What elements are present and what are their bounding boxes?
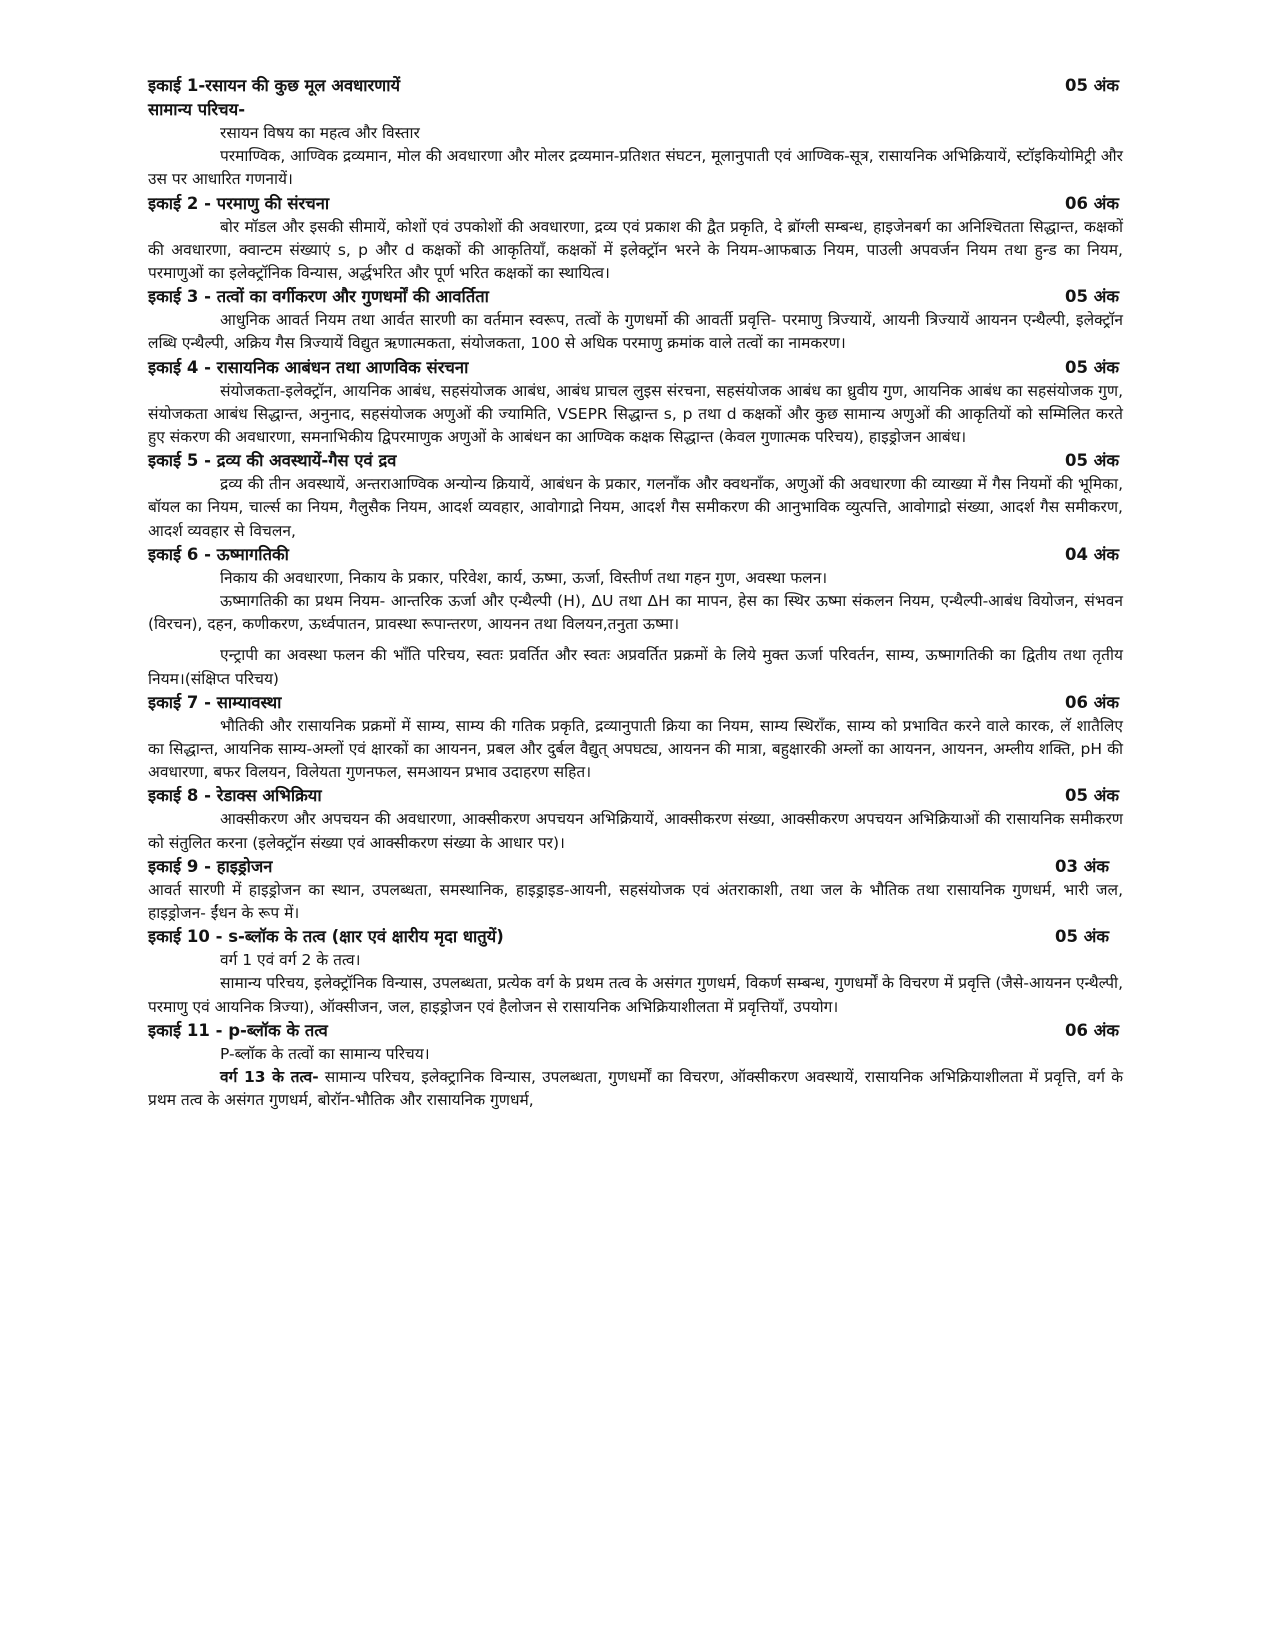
- unit-paragraph: [148, 1066, 1123, 1112]
- unit-title: इकाई 1-रसायन की कुछ मूल अवधारणायें: [148, 76, 401, 95]
- syllabus-page: [148, 74, 1123, 1113]
- unit-heading: [148, 356, 1123, 380]
- unit-paragraph: बोर मॉडल और इसकी सीमायें, कोशों एवं उपकोशों की अवधारणा, द्रव्य एवं प्रकाश की द्वैत प्रकृति, दे ब्रॉग्ली सम्बन्ध, हाइजेनबर्ग का अनिश्चितता सिद्धान्त, कक्षकों की अवधारणा, क्वान्टम संख्याएं s, p और d कक्षकों की आकृतियाँ, कक्षकों में इलेक्ट्रॉन भरने के नियम-आफबाऊ नियम, पाउली अपवर्जन नियम तथा हुन्ड का नियम, परमाणुओं का इलेक्ट्रॉनिक विन्यास, अर्द्धभरित और पूर्ण भरित कक्षकों का स्थायित्व।: [148, 217, 1123, 283]
- unit-subheading: सामान्य परिचय-: [148, 100, 246, 119]
- unit-heading: [148, 449, 1123, 473]
- unit-paragraph: संयोजकता-इलेक्ट्रॉन, आयनिक आबंध, सहसंयोजक आबंध, आबंध प्राचल लुइस संरचना, सहसंयोजक आबंध का ध्रुवीय गुण, आयनिक आबंध का सहसंयोजक गुण, संयोजकता आबंध सिद्धान्त, अनुनाद, सहसंयोजक अणुओं की ज्यामिति, VSEPR सिद्धान्त s, p तथा d कक्षकों और कुछ सामान्य अणुओं की आकृतियों को सम्मिलित करते हुए संकरण की अवधारणा, समनाभिकीय द्विपरमाणुक अणुओं के आबंधन का आण्विक कक्षक सिद्धान्त (केवल गुणात्मक परिचय), हाइड्रोजन आबंध।: [148, 381, 1123, 447]
- unit-2: [148, 192, 1123, 286]
- unit-8: [148, 784, 1123, 854]
- unit-heading: [148, 855, 1123, 879]
- unit-marks: 05 अंक: [1065, 786, 1119, 806]
- unit-title: इकाई 6 - ऊष्मागतिकी: [148, 544, 289, 564]
- unit-marks: 03 अंक: [1055, 856, 1109, 876]
- unit-9: [148, 855, 1123, 925]
- unit-1: [148, 74, 1123, 192]
- unit-paragraph: एन्ट्रापी का अवस्था फलन की भाँति परिचय, स्वतः प्रवर्तित और स्वतः अप्रवर्तित प्रक्रमों के लिये मुक्त ऊर्जा परिवर्तन, साम्य, ऊष्मागतिकी का द्वितीय तथा तृतीय नियम।(संक्षिप्त परिचय): [148, 646, 1123, 688]
- unit-paragraph: आधुनिक आवर्त नियम तथा आर्वत सारणी का वर्तमान स्वरूप, तत्वों के गुणधर्मो की आवर्ती प्रवृत्ति- परमाणु त्रिज्यायें, आयनी त्रिज्यायें आयनन एन्थैल्पी, इलेक्ट्रॉन लब्धि एन्थैल्पी, अक्रिय गैस त्रिज्यायें विद्युत ऋणात्मकता, संयोजकता, 100 से अधिक परमाणु क्रमांक वाले तत्वों का नामकरण।: [148, 311, 1123, 353]
- unit-title: इकाई 8 - रेडाक्स अभिक्रिया: [148, 786, 322, 806]
- unit-title: इकाई 7 - साम्यावस्था: [148, 692, 282, 712]
- unit-marks: 05 अंक: [1065, 76, 1119, 95]
- paragraph-text: सामान्य परिचय, इलेक्ट्रानिक विन्यास, उपलब्धता, गुणधर्मों का विचरण, ऑक्सीकरण अवस्थायें, रासायनिक अभिक्रियाशीलता में प्रवृत्ति, वर्ग के प्रथम तत्व के असंगत गुणधर्म, बोरॉन-भौतिक और रासायनिक गुणधर्म,: [148, 1068, 1123, 1110]
- unit-marks: 05 अंक: [1065, 287, 1119, 307]
- unit-paragraph: वर्ग 1 एवं वर्ग 2 के तत्व।: [220, 951, 361, 970]
- unit-paragraph: भौतिकी और रासायनिक प्रक्रमों में साम्य, साम्य की गतिक प्रकृति, द्रव्यानुपाती क्रिया का नियम, साम्य स्थिराँक, साम्य को प्रभावित करने वाले कारक, लॅ शातैलिए का सिद्धान्त, आयनिक साम्य-अम्लों एवं क्षारकों का आयनन, प्रबल और दुर्बल वैद्युत् अपघट्य, आयनन की मात्रा, बहुक्षारकी अम्लों का आयनन, आयनन, अम्लीय शक्ति, pH की अवधारणा, बफर विलयन, विलेयता गुणनफल, समआयन प्रभाव उदाहरण सहित।: [148, 716, 1123, 782]
- unit-7: [148, 691, 1123, 785]
- unit-11: [148, 1019, 1123, 1113]
- unit-heading: [148, 784, 1123, 808]
- unit-10: [148, 925, 1123, 1019]
- unit-heading: [148, 925, 1123, 949]
- unit-title: इकाई 11 - p-ब्लॉक के तत्व: [148, 1020, 328, 1040]
- unit-marks: 05 अंक: [1055, 927, 1109, 947]
- paragraph-lead: वर्ग 13 के तत्व-: [220, 1068, 319, 1087]
- unit-marks: 05 अंक: [1065, 451, 1119, 471]
- unit-heading: [148, 691, 1123, 715]
- unit-title: इकाई 10 - s-ब्लॉक के तत्व (क्षार एवं क्षारीय मृदा धातुयें): [148, 927, 504, 947]
- unit-title: इकाई 3 - तत्वों का वर्गीकरण और गुणधर्मों की आवर्तिता: [148, 287, 489, 307]
- unit-marks: 04 अंक: [1065, 544, 1119, 564]
- unit-title: इकाई 2 - परमाणु की संरचना: [148, 193, 330, 213]
- unit-heading: [148, 192, 1123, 216]
- unit-heading: [148, 1019, 1123, 1043]
- unit-6: [148, 543, 1123, 691]
- unit-paragraph: द्रव्य की तीन अवस्थायें, अन्तराआण्विक अन्योन्य क्रियायें, आबंधन के प्रकार, गलनाँक और क्वथनाँक, अणुओं की अवधारणा की व्याख्या में गैस नियमों की भूमिका, बॉयल का नियम, चार्ल्स का नियम, गैलुसैक नियम, आदर्श व्यवहार, आवोगाद्रो नियम, आदर्श गैस समीकरण की आनुभाविक व्युत्पत्ति, आवोगाद्रो संख्या, आदर्श गैस समीकरण, आदर्श व्यवहार से विचलन,: [148, 475, 1123, 540]
- unit-marks: 06 अंक: [1065, 193, 1119, 213]
- unit-title: इकाई 5 - द्रव्य की अवस्थायें-गैस एवं द्रव: [148, 451, 397, 471]
- unit-heading: [148, 74, 1123, 98]
- unit-paragraph: P-ब्लॉक के तत्वों का सामान्य परिचय।: [220, 1044, 430, 1063]
- unit-3: [148, 285, 1123, 355]
- unit-paragraph: आवर्त सारणी में हाइड्रोजन का स्थान, उपलब्धता, समस्थानिक, हाइड्राइड-आयनी, सहसंयोजक एवं अंतराकाशी, तथा जल के भौतिक तथा रासायनिक गुणधर्म, भारी जल, हाइड्रोजन- ईंधन के रूप में।: [148, 880, 1123, 923]
- unit-title: इकाई 4 - रासायनिक आबंधन तथा आणविक संरचना: [148, 357, 469, 377]
- unit-paragraph: ऊष्मागतिकी का प्रथम नियम- आन्तरिक ऊर्जा और एन्थैल्पी (H), ΔU तथा ΔH का मापन, हेस का स्थिर ऊष्मा संकलन नियम, एन्थैल्पी-आबंध वियोजन, संभवन (विरचन), दहन, कणीकरण, ऊर्ध्वपातन, प्रावस्था रूपान्तरण, आयनन तथा विलयन,तनुता ऊष्मा।: [148, 592, 1123, 634]
- unit-paragraph: निकाय की अवधारणा, निकाय के प्रकार, परिवेश, कार्य, ऊष्मा, ऊर्जा, विस्तीर्ण तथा गहन गुण, अवस्था फलन।: [220, 568, 828, 587]
- unit-paragraph: सामान्य परिचय, इलेक्ट्रॉनिक विन्यास, उपलब्धता, प्रत्येक वर्ग के प्रथम तत्व के असंगत गुणधर्म, विकर्ण सम्बन्ध, गुणधर्मों के विचरण में प्रवृत्ति (जैसे-आयनन एन्थैल्पी, परमाणु एवं आयनिक त्रिज्या), ऑक्सीजन, जल, हाइड्रोजन एवं हैलोजन से रासायनिक अभिक्रियाशीलता में प्रवृत्तियाँ, उपयोग।: [148, 974, 1123, 1016]
- unit-paragraph: आक्सीकरण और अपचयन की अवधारणा, आक्सीकरण अपचयन अभिक्रियायें, आक्सीकरण संख्या, आक्सीकरण अपचयन अभिक्रियाओं की रासायनिक समीकरण को संतुलित करना (इलेक्ट्रॉन संख्या एवं आक्सीकरण संख्या के आधार पर)।: [148, 810, 1123, 852]
- unit-heading: [148, 543, 1123, 567]
- unit-paragraph: परमाण्विक, आण्विक द्रव्यमान, मोल की अवधारणा और मोलर द्रव्यमान-प्रतिशत संघटन, मूलानुपाती एवं आण्विक-सूत्र, रासायनिक अभिक्रियायें, स्टॉइकियोमिट्री और उस पर आधारित गणनायें।: [148, 147, 1123, 189]
- unit-marks: 06 अंक: [1065, 1020, 1119, 1040]
- unit-5: [148, 449, 1123, 543]
- unit-marks: 06 अंक: [1065, 692, 1119, 712]
- unit-title: इकाई 9 - हाइड्रोजन: [148, 856, 273, 876]
- unit-marks: 05 अंक: [1065, 357, 1119, 377]
- unit-heading: [148, 285, 1123, 309]
- unit-4: [148, 356, 1123, 450]
- unit-paragraph: रसायन विषय का महत्व और विस्तार: [220, 124, 420, 142]
